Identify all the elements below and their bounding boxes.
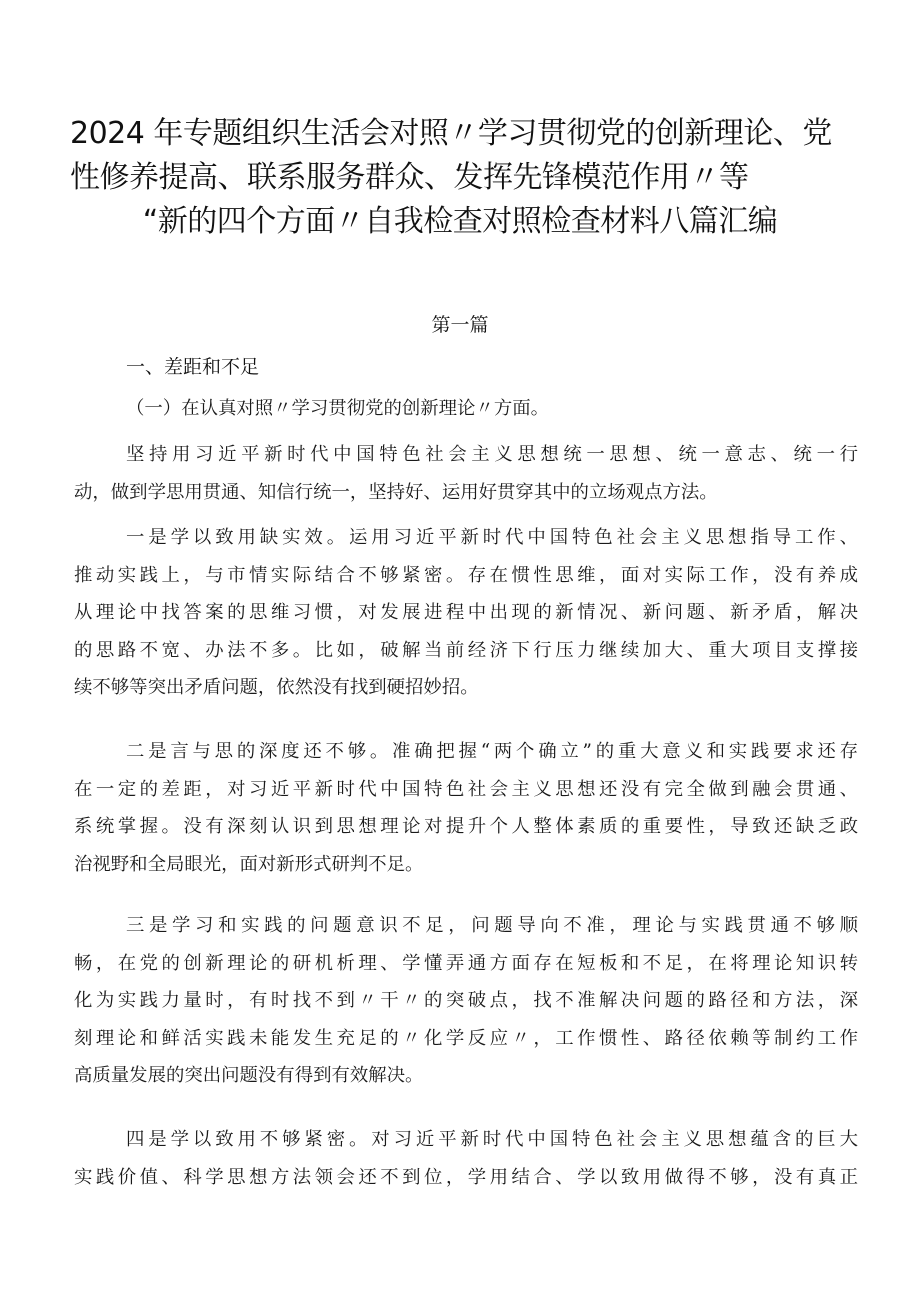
paragraph-4 bbox=[74, 907, 858, 1095]
paragraph-line: 推动实践上，与市情实际结合不够紧密。存在惯性思维，面对实际工作，没有养成 bbox=[74, 564, 858, 586]
paragraph-line: 化为实践力量时，有时找不到〃干〃的突破点，找不准解决问题的路径和方法，深 bbox=[74, 990, 858, 1011]
section-heading: 第一篇 bbox=[431, 314, 489, 336]
paragraph-line: 从理论中找答案的思维习惯，对发展进程中出现的新情况、新问题、新矛盾，解决 bbox=[74, 602, 858, 623]
title-line-3: “新的四个方面〃自我检查对照检查材料八篇汇编 bbox=[142, 204, 778, 239]
paragraph-line: 系统掌握。没有深刻认识到思想理论对提升个人整体素质的重要性，导致还缺乏政 bbox=[74, 816, 858, 837]
paragraph-line: 动，做到学思用贯通、知信行统一，坚持好、运用好贯穿其中的立场观点方法。 bbox=[74, 481, 718, 503]
title-line-2: 性修养提高、联系服务群众、发挥先锋模范作用〃等 bbox=[70, 160, 749, 195]
paragraph-line: 刻理论和鲜活实践未能发生充足的〃化学反应〃，工作惯性、路径依赖等制约工作 bbox=[74, 1027, 858, 1049]
paragraph-5 bbox=[74, 1121, 858, 1196]
paragraph-line: 治视野和全局眼光，面对新形式研判不足。 bbox=[74, 853, 424, 875]
title-line-1: 2024 年专题组织生活会对照〃学习贯彻党的创新理论、党 bbox=[70, 116, 832, 151]
paragraph-line: 畅，在党的创新理论的研机析理、学懂弄通方面存在短板和不足，在将理论知识转 bbox=[74, 952, 858, 974]
paragraph-line: 在一定的差距，对习近平新时代中国特色社会主义思想还没有完全做到融会贯通、 bbox=[74, 778, 858, 800]
part-heading: 一、差距和不足 bbox=[126, 356, 260, 378]
paragraph-2 bbox=[74, 519, 858, 707]
paragraph-line: 四是学以致用不够紧密。对习近平新时代中国特色社会主义思想蕴含的巨大 bbox=[126, 1129, 858, 1150]
paragraph-line: 二是言与思的深度还不够。准确把握“两个确立”的重大意义和实践要求还存 bbox=[126, 741, 858, 762]
paragraph-line: 续不够等突出矛盾问题，依然没有找到硬招妙招。 bbox=[74, 677, 479, 698]
paragraph-line: 高质量发展的突出问题没有得到有效解决。 bbox=[74, 1065, 424, 1086]
subheading bbox=[74, 390, 858, 428]
document-title bbox=[70, 112, 850, 244]
paragraph-1 bbox=[74, 436, 858, 511]
paragraph-line: 三是学习和实践的问题意识不足，问题导向不准，理论与实践贯通不够顺 bbox=[126, 915, 858, 936]
paragraph-line: 坚持用习近平新时代中国特色社会主义思想统一思想、统一意志、统一行 bbox=[126, 444, 858, 465]
paragraph-line: 的思路不宽、办法不多。比如，破解当前经济下行压力继续加大、重大项目支撑接 bbox=[74, 639, 858, 661]
paragraph-3 bbox=[74, 733, 858, 883]
paragraph-line: 一是学以致用缺实效。运用习近平新时代中国特色社会主义思想指导工作、 bbox=[126, 527, 858, 548]
paragraph-line: 实践价值、科学思想方法领会还不到位，学用结合、学以致用做得不够，没有真正 bbox=[74, 1166, 858, 1188]
subheading-text: （一）在认真对照〃学习贯彻党的创新理论〃方面。 bbox=[126, 398, 549, 419]
